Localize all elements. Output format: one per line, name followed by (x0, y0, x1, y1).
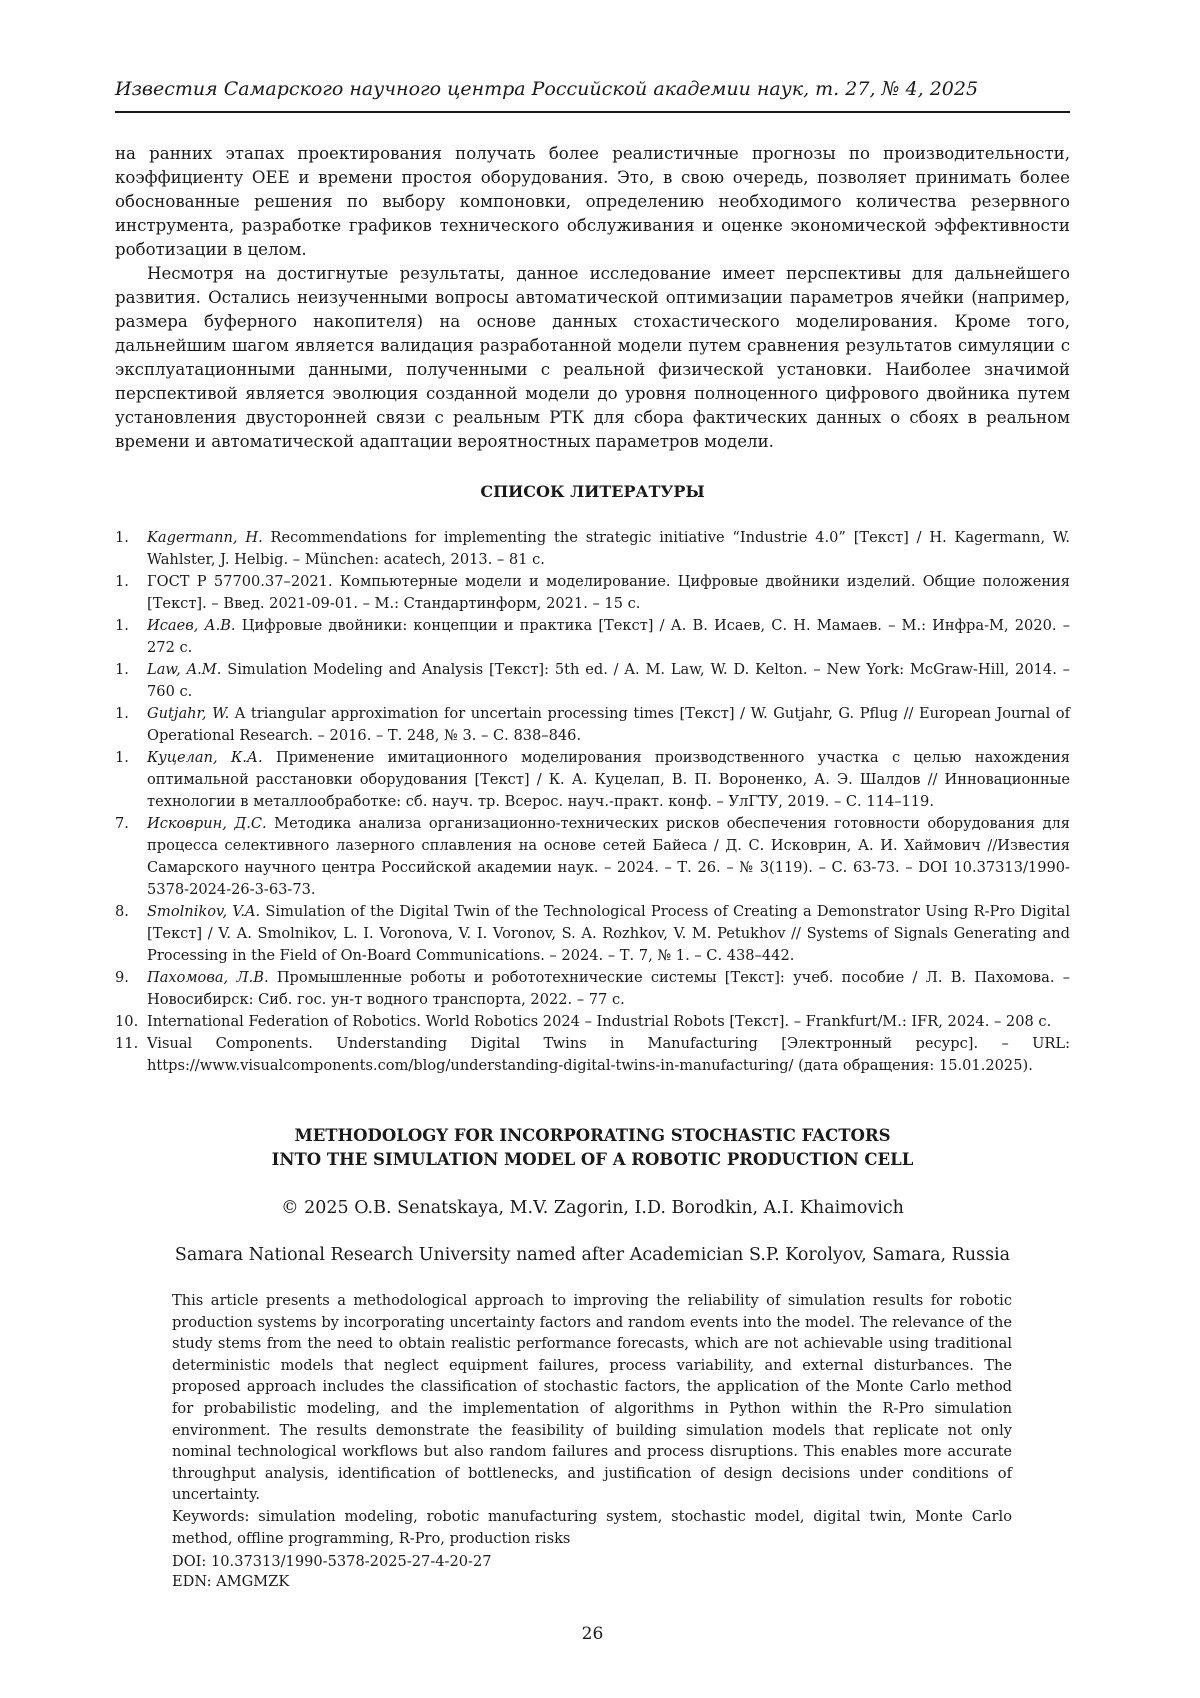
reference-item (115, 747, 1070, 813)
english-abstract (172, 1290, 1012, 1549)
reference-item (115, 901, 1070, 967)
reference-item (115, 1033, 1070, 1077)
reference-text: Recommendations for implementing the strategic initiative “Industrie 4.0” [Текст] / H. Kagermann, W. Wahlster, J. Helbig. – München: acatech, 2013. – 81 c. (147, 529, 1070, 568)
reference-author: Gutjahr, W. (147, 705, 229, 722)
reference-author: Пахомова, Л.В. (147, 969, 269, 986)
reference-number: 7. (115, 813, 147, 901)
reference-number: 9. (115, 967, 147, 1011)
reference-number: 1. (115, 527, 147, 571)
reference-number: 1. (115, 747, 147, 813)
reference-text: Simulation of the Digital Twin of the Technological Process of Creating a Demonstrator Using R-Pro Digital [Текст] / V. A. Smolnikov, L. I. Voronova, V. I. Voronov, S. A. Rozhkov, V. M. Petukhov // Systems of Signals Generating and Processing in the Field of On-Board Communications. – 2024. – Т. 7, № 1. – С. 438–442. (147, 903, 1070, 964)
reference-number: 1. (115, 571, 147, 615)
reference-author: Исаев, А.В. (147, 617, 236, 634)
references-title: СПИСОК ЛИТЕРАТУРЫ (115, 480, 1070, 504)
abstract-text: This article presents a methodological approach to improving the reliability of simulation results for robotic production systems by incorporating uncertainty factors and random events into the model. The relevance of the study stems from the need to obtain realistic performance forecasts, which are not achievable using traditional deterministic models that neglect equipment failures, process variability, and external disturbances. The proposed approach includes the classification of stochastic factors, the application of the Monte Carlo method for probabilistic modeling, and the implementation of algorithms in Python within the R-Pro simulation environment. The results demonstrate the feasibility of building simulation models that replicate not only nominal technological workflows but also random failures and process disruptions. This enables more accurate throughput analysis, identification of bottlenecks, and justification of design decisions under conditions of uncertainty. (172, 1290, 1012, 1506)
edn: EDN: AMGMZK (172, 1572, 1012, 1592)
running-header: Известия Самарского научного центра Российской академии наук, т. 27, № 4, 2025 (115, 77, 1070, 113)
reference-item (115, 527, 1070, 571)
reference-item (115, 967, 1070, 1011)
reference-text: ГОСТ Р 57700.37–2021. Компьютерные модели и моделирование. Цифровые двойники изделий. Общие положения [Текст]. – Введ. 2021-09-01. – М.: Стандартинформ, 2021. – 15 с. (147, 573, 1070, 612)
keywords: Keywords: simulation modeling, robotic manufacturing system, stochastic model, digital twin, Monte Carlo method, offline programming, R-Pro, production risks (172, 1506, 1012, 1549)
english-affiliation: Samara National Research University named after Academician S.P. Korolyov, Samara, Russia (115, 1243, 1070, 1267)
reference-number: 11. (115, 1033, 147, 1077)
english-authors: © 2025 O.B. Senatskaya, M.V. Zagorin, I.D. Borodkin, A.I. Khaimovich (115, 1196, 1070, 1220)
reference-author: Smolnikov, V.A. (147, 903, 260, 920)
body-paragraph: Несмотря на достигнутые результаты, данное исследование имеет перспективы для дальнейшего развития. Остались неизученными вопросы автоматической оптимизации параметров ячейки (например, размера буферного накопителя) на основе данных стохастического моделирования. Кроме того, дальнейшим шагом является валидация разработанной модели путем сравнения результатов симуляции с эксплуатационными данными, полученными с реальной физической установки. Наиболее значимой перспективой является эволюция созданной модели до уровня полноценного цифрового двойника путем установления двусторонней связи с реальным РТК для сбора фактических данных о сбоях в реальном времени и автоматической адаптации вероятностных параметров модели. (115, 262, 1070, 454)
reference-text: Visual Components. Understanding Digital Twins in Manufacturing [Электронный ресурс]. – URL: https://www.visualcomponents.com/blog/understanding-digital-twins-in-manufacturing/ (дата обращения: 15.01.2025). (147, 1035, 1070, 1074)
reference-number: 1. (115, 659, 147, 703)
reference-text: Промышленные роботы и робототехнические системы [Текст]: учеб. пособие / Л. В. Пахомова. – Новосибирск: Сиб. гос. ун-т водного транспорта, 2022. – 77 с. (147, 969, 1070, 1008)
reference-item (115, 615, 1070, 659)
doi: DOI: 10.37313/1990-5378-2025-27-4-20-27 (172, 1552, 1012, 1572)
english-title (115, 1124, 1070, 1172)
reference-number: 10. (115, 1011, 147, 1033)
reference-author: Куцелап, К.А. (147, 749, 263, 766)
reference-text: Методика анализа организационно-технических рисков обеспечения готовности оборудования для процесса селективного лазерного сплавления на основе сетей Байеса / Д. С. Исковрин, А. И. Хаймович //Известия Самарского научного центра Российской академии наук. – 2024. – Т. 26. – № 3(119). – С. 63-73. – DOI 10.37313/1990-5378-2024-26-3-63-73. (147, 815, 1070, 898)
identifiers (172, 1552, 1012, 1592)
reference-author: Kagermann, H. (147, 529, 263, 546)
reference-number: 8. (115, 901, 147, 967)
reference-item (115, 703, 1070, 747)
reference-item (115, 1011, 1070, 1033)
reference-text: A triangular approximation for uncertain processing times [Текст] / W. Gutjahr, G. Pflug // European Journal of Operational Research. – 2016. – Т. 248, № 3. – С. 838–846. (147, 705, 1070, 744)
references-list (115, 527, 1070, 1077)
reference-item (115, 659, 1070, 703)
reference-author: Исковрин, Д.С. (147, 815, 267, 832)
english-title-line: METHODOLOGY FOR INCORPORATING STOCHASTIC FACTORS (115, 1124, 1070, 1148)
reference-number: 1. (115, 615, 147, 659)
reference-author: Law, A.M. (147, 661, 221, 678)
body-paragraph: на ранних этапах проектирования получать более реалистичные прогнозы по производительности, коэффициенту OEE и времени простоя оборудования. Это, в свою очередь, позволяет принимать более обоснованные решения по выбору компоновки, определению необходимого количества резервного инструмента, разработке графиков технического обслуживания и оценке экономической эффективности роботизации в целом. (115, 142, 1070, 262)
page-number: 26 (115, 1622, 1070, 1646)
reference-number: 1. (115, 703, 147, 747)
reference-text: Применение имитационного моделирования производственного участка с целью нахождения оптимальной расстановки оборудования [Текст] / К. А. Куцелап, В. П. Вороненко, А. Э. Шалдов // Инновационные технологии в металлообработке: сб. науч. тр. Всерос. науч.-практ. конф. – УлГТУ, 2019. – С. 114–119. (147, 749, 1070, 810)
reference-text: Цифровые двойники: концепции и практика [Текст] / А. В. Исаев, С. Н. Мамаев. – М.: Инфра-М, 2020. – 272 с. (147, 617, 1070, 656)
reference-item (115, 813, 1070, 901)
english-title-line: INTO THE SIMULATION MODEL OF A ROBOTIC PRODUCTION CELL (115, 1148, 1070, 1172)
reference-text: International Federation of Robotics. World Robotics 2024 – Industrial Robots [Текст]. – Frankfurt/M.: IFR, 2024. – 208 c. (147, 1013, 1051, 1030)
conclusion-body (115, 142, 1070, 454)
reference-text: Simulation Modeling and Analysis [Текст]: 5th ed. / A. M. Law, W. D. Kelton. – New York: McGraw-Hill, 2014. – 760 c. (147, 661, 1070, 700)
reference-item (115, 571, 1070, 615)
